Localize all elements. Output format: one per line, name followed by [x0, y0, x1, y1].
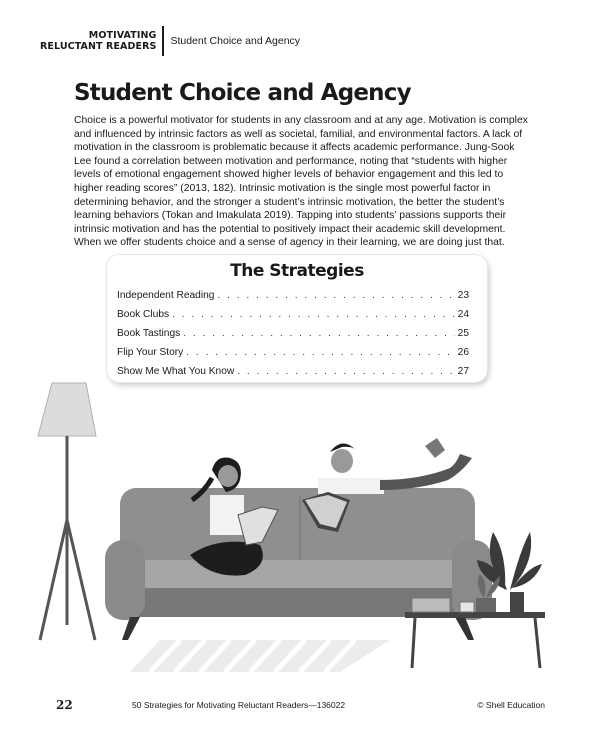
- body-paragraph: Choice is a powerful motivator for students in any classroom and at any age. Motivation is complex and influenced by intrinsic factors as well as societal, familial, and environmental factors. A lack of motivation in the classroom is problematic because it affects academic performance. Jung-Sook Lee found a correlation between motivation and performance, noting that “students with higher levels of emotional engagement showed higher levels of behavior engagement and this led to higher reading scores” (2013, 182). Intrinsic motivation is the single most powerful factor in determining behavior, and the stronger a student’s intrinsic motivation, the better the student’s learning behaviors (Tokan and Imakulata 2019). Tapping into students’ passions supports their intrinsic motivation and has the potential to positively impact their academic skill development. When we offer students choice and a sense of agency in their learning, we are doing just that.: [74, 115, 528, 249]
- rug: [130, 640, 390, 672]
- toc-item-page: 27: [457, 366, 469, 377]
- page-title: Student Choice and Agency: [74, 80, 411, 106]
- strategies-box: [107, 255, 487, 382]
- toc-leader: [186, 343, 454, 362]
- toc-item-page: 23: [457, 290, 469, 301]
- running-header: [40, 26, 300, 56]
- toc-item-label: Flip Your Story: [117, 347, 184, 358]
- toc-leader: [217, 286, 454, 305]
- toc-item-label: Book Clubs: [117, 309, 170, 320]
- toc-item-label: Show Me What You Know: [117, 366, 235, 377]
- strategies-list: [107, 286, 487, 381]
- page-number: 22: [56, 698, 73, 712]
- series-title-line2: RELUCTANT READERS: [40, 41, 157, 52]
- toc-item-label: Book Tastings: [117, 328, 181, 339]
- publisher: © Shell Education: [477, 700, 545, 710]
- strategies-heading: The Strategies: [230, 261, 364, 281]
- toc-item[interactable]: [117, 305, 469, 324]
- reading-couch-illustration: [0, 375, 600, 695]
- toc-item[interactable]: [117, 286, 469, 305]
- toc-item-page: 25: [457, 328, 469, 339]
- floor-lamp: [38, 383, 96, 640]
- toc-item-label: Independent Reading: [117, 290, 215, 301]
- series-title: [40, 30, 162, 52]
- toc-item[interactable]: [117, 324, 469, 343]
- toc-item-page: 26: [457, 347, 469, 358]
- toc-item-page: 24: [457, 309, 469, 320]
- book-title: 50 Strategies for Motivating Reluctant Readers—136022: [132, 700, 346, 710]
- toc-leader: [183, 324, 454, 343]
- page-footer: [0, 696, 600, 716]
- toc-item[interactable]: [117, 343, 469, 362]
- toc-leader: [172, 305, 455, 324]
- chapter-title: Student Choice and Agency: [170, 35, 301, 47]
- series-title-line1: MOTIVATING: [88, 30, 157, 41]
